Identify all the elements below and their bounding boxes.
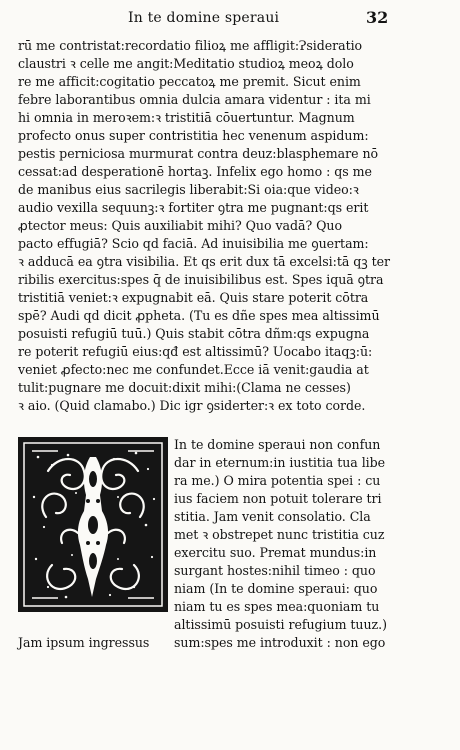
text-line: pacto effugiā? Scio qd faciā. Ad inuisibilia me ꝯuertam:	[18, 236, 369, 251]
text-line: febre laborantibus omnia dulcia amara videntur : ita mi	[18, 92, 371, 107]
text-line: ius faciem non potuit tolerare tri	[174, 491, 382, 506]
text-line: claustri ꝛ celle me angit:Meditatio studioꝝ meoꝝ dolo	[18, 56, 354, 71]
text-line: pestis perniciosa murmurat contra deuz:blasphemare nō	[18, 146, 379, 161]
text-line: stitia. Jam venit consolatio. Cla	[174, 509, 371, 524]
page-header	[0, 6, 460, 32]
text-line: ꝓtector meus: Quis auxiliabit mihi? Quo vadā? Quo	[18, 218, 342, 233]
text-line: ꝛ adducā ea ꝯtra visibilia. Et qs erit dux tā excelsi:tā qꝫ ter	[18, 254, 391, 269]
text-line: niam (In te domine speraui: quo	[174, 581, 378, 596]
text-line: exercitu suo. Premat mundus:in	[174, 545, 377, 560]
text-line: veniet ꝓfecto:nec me confundet.Ecce iā venit:gaudia at	[18, 362, 369, 377]
folio-number: 32	[366, 8, 389, 27]
text-line: posuisti refugiū tuū.) Quis stabit cōtra dñm:qs expugna	[18, 326, 370, 341]
text-line: profecto onus super contristitia hec venenum aspidum:	[18, 128, 369, 143]
text-line: tristitiā veniet:ꝛ expugnabit eā. Quis stare poterit cōtra	[18, 290, 369, 305]
text-line: sum:spes me introduxit : non ego	[174, 635, 386, 650]
text-line: hi omnia in meroꝛem:ꝛ tristitiā cōuertuntur. Magnum	[18, 110, 355, 125]
text-line: dar in eternum:in iustitia tua libe	[174, 455, 386, 470]
text-line: re me afficit:cogitatio peccatoꝝ me premit. Sicut enim	[18, 74, 361, 89]
text-line: tulit:pugnare me docuit:dixit mihi:(Clama ne cesses)	[18, 380, 351, 395]
ornamental-initial	[18, 437, 168, 612]
text-line: ꝛ aio. (Quid clamabo.) Dic igr ꝯsiderter:ꝛ ex toto corde.	[18, 398, 366, 413]
text-line: In te domine speraui non confun	[174, 437, 381, 452]
text-line: ra me.) O mira potentia spei : cu	[174, 473, 381, 488]
text-line-lead: Jam ipsum ingressus	[18, 635, 150, 650]
running-head: In te domine speraui	[128, 10, 280, 26]
text-line: spē? Audi qd dicit ꝓpheta. (Tu es dñe spes mea altissimū	[18, 308, 380, 323]
text-line: de manibus eius sacrilegis liberabit:Si oia:que video:ꝛ	[18, 182, 359, 197]
text-line: surgant hostes:nihil timeo : quo	[174, 563, 376, 578]
text-line: niam tu es spes mea:quoniam tu	[174, 599, 380, 614]
text-line: cessat:ad desperationē hortaꝫ. Infelix ego homo : qs me	[18, 164, 372, 179]
text-line: met ꝛ obstrepet nunc tristitia cuz	[174, 527, 385, 542]
text-line: audio vexilla sequunꝫ:ꝛ fortiter ꝯtra me pugnant:qs erit	[18, 200, 369, 215]
woodcut-ornamental-initial-icon	[18, 437, 168, 612]
text-line: ribilis exercitus:spes q̄ de inuisibilibus est. Spes iquā ꝯtra	[18, 272, 384, 287]
text-line: re poterit refugiū eius:qđ est altissimū? Uocabo itaqꝫ:ū:	[18, 344, 373, 359]
text-line: altissimū posuisti refugium tuuz.)	[174, 617, 387, 632]
text-line: rū me contristat:recordatio filioꝝ me affligit:Ɂsideratio	[18, 38, 363, 53]
